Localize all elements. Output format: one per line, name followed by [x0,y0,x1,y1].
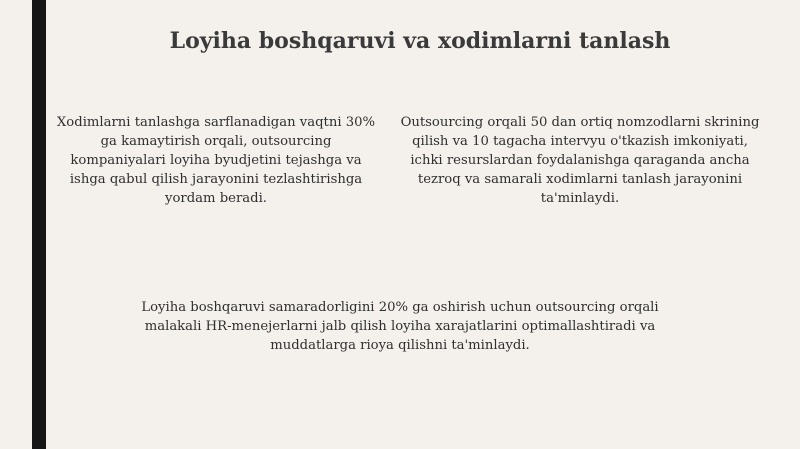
paragraph-right: Outsourcing orqali 50 dan ortiq nomzodlarni skrining qilish va 10 tagacha intervyu o'tkazish imkoniyati, ichki resurslardan foydalanishga qaraganda ancha tezroq va samarali xodimlarni tanlash jarayonini ta'minlaydi. [400,115,760,206]
slide-title: Loyiha boshqaruvi va xodimlarni tanlash [169,28,671,54]
paragraph-bottom: Loyiha boshqaruvi samaradorligini 20% ga oshirish uchun outsourcing orqali malakali HR-menejerlarni jalb qilish loyiha xarajatlarini optimallashtiradi va muddatlarga rioya qilishni ta'minlaydi. [141,300,659,353]
paragraph-left: Xodimlarni tanlashga sarflanadigan vaqtni 30% ga kamaytirish orqali, outsourcing kompaniyalari loyiha byudjetini tejashga va ishga qabul qilish jarayonini tezlashtirishga yordam beradi. [56,115,376,206]
left-accent-bar [32,0,46,449]
